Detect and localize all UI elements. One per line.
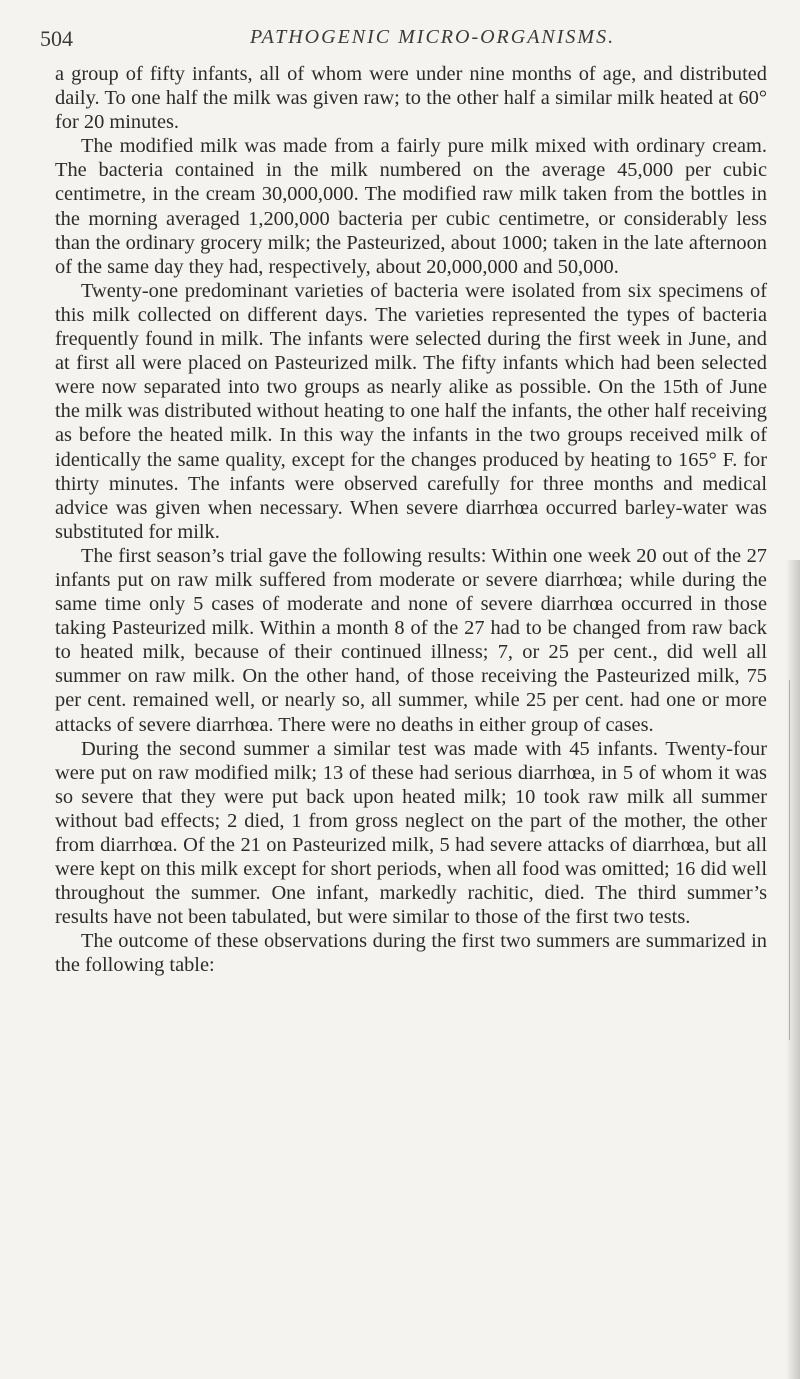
paragraph: The outcome of these observations during the first two summers are summarized in the following table: xyxy=(55,930,767,977)
paragraph: The modified milk was made from a fairly pure milk mixed with ordinary cream. The bacteria contained in the milk numbered on the average 45,000 per cubic centimetre, in the cream 30,000,000. The modified raw milk taken from the bottles in the morning averaged 1,200,000 bacteria per cubic centimetre, or considerably less than the ordinary grocery milk; the Pasteurized, about 1000; taken in the late afternoon of the same day they had, respectively, about 20,000,000 and 50,000. xyxy=(55,135,767,278)
page-header xyxy=(40,26,780,58)
body-text xyxy=(55,62,767,978)
paragraph: During the second summer a similar test was made with 45 infants. Twenty-four were put on raw modified milk; 13 of these had serious diarrhœa, in 5 of whom it was so severe that they were put back upon heated milk; 10 took raw milk all summer without bad effects; 2 died, 1 from gross neglect on the part of the mother, the other from diarrhœa. Of the 21 on Pasteurized milk, 5 had severe attacks of diarrhœa, but all were kept on this milk except for short periods, when all food was omitted; 16 did well throughout the summer. One infant, markedly rachitic, died. The third summer’s results have not been tabulated, but were similar to those of the first two tests. xyxy=(55,737,767,929)
paragraph: Twenty-one predominant varieties of bacteria were isolated from six specimens of this milk collected on different days. The varieties represented the types of bacteria frequently found in milk. The infants were selected during the first week in June, and at first all were placed on Pasteurized milk. The fifty infants which had been selected were now separated into two groups as nearly alike as possible. On the 15th of June the milk was distributed without heating to one half the infants, the other half receiving as before the heated milk. In this way the infants in the two groups received milk of identically the same quality, except for the changes produced by heating to 165° F. for thirty minutes. The infants were observed carefully for three months and medical advice was given when necessary. When severe diarrhœa occurred barley-water was substituted for milk. xyxy=(55,279,767,543)
paragraph: The first season’s trial gave the following results: Within one week 20 out of the 27 infants put on raw milk suffered from moderate or severe diarrhœa; while during the same time only 5 cases of moderate and none of severe diarrhœa occurred in those taking Pasteurized milk. Within a month 8 of the 27 had to be changed from raw back to heated milk, because of their continued illness; 7, or 25 per cent., did well all summer on raw milk. On the other hand, of those receiving the Pasteurized milk, 75 per cent. remained well, or nearly so, all summer, while 25 per cent. had one or more attacks of severe diarrhœa. There were no deaths in either group of cases. xyxy=(55,544,767,736)
page-edge-line xyxy=(789,680,790,1040)
running-head: PATHOGENIC MICRO-ORGANISMS. xyxy=(250,26,616,48)
paragraph: a group of fifty infants, all of whom were under nine months of age, and distributed daily. To one half the milk was given raw; to the other half a similar milk heated at 60° for 20 minutes. xyxy=(55,63,767,134)
page-number: 504 xyxy=(40,26,73,51)
